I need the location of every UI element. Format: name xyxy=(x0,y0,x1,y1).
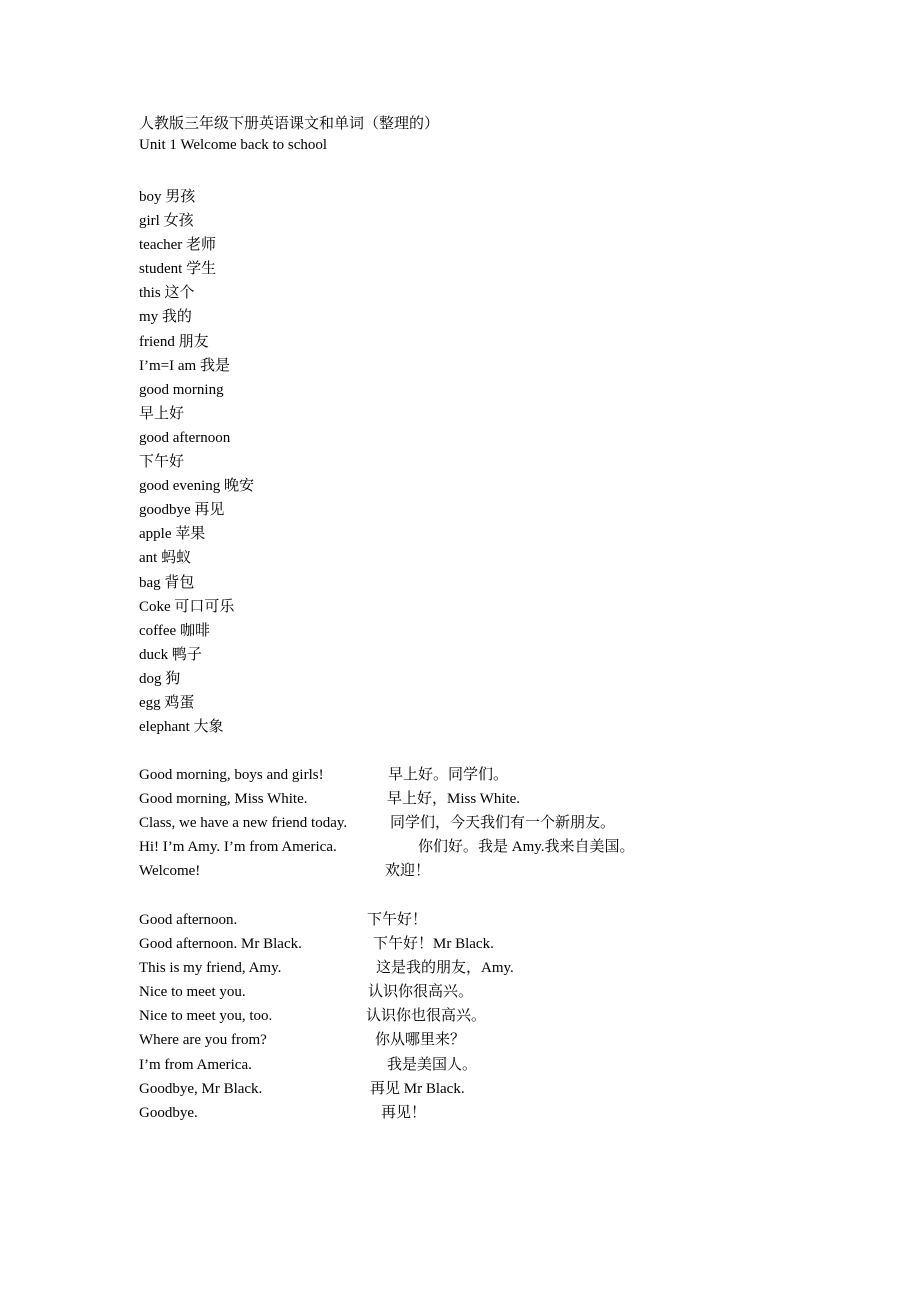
dialogue-english: Nice to meet you. xyxy=(139,984,246,1001)
vocab-item: student 学生 xyxy=(139,261,217,278)
vocab-item: bag 背包 xyxy=(139,574,195,591)
dialogue-english: Hi! I’m Amy. I’m from America. xyxy=(139,839,337,856)
vocab-item: coffee 咖啡 xyxy=(139,622,210,639)
dialogue-english: Goodbye. xyxy=(139,1104,198,1121)
vocab-item: good evening 晚安 xyxy=(139,478,254,495)
vocabulary-list xyxy=(139,185,254,739)
dialogue-english: This is my friend, Amy. xyxy=(139,960,282,977)
unit-title: Unit 1 Welcome back to school xyxy=(139,137,328,153)
dialogue-chinese: 同学们，今天我们有一个新朋友。 xyxy=(390,815,616,832)
dialogue-chinese: 下午好！Mr Black. xyxy=(373,936,494,953)
dialogue-chinese: 再见！ xyxy=(381,1104,427,1121)
dialogue-chinese: 再见 Mr Black. xyxy=(370,1080,465,1097)
vocab-item: Coke 可口可乐 xyxy=(139,598,235,615)
vocab-item: dog 狗 xyxy=(139,670,181,687)
dialogue-english: Where are you from? xyxy=(139,1032,267,1049)
vocab-item: egg 鸡蛋 xyxy=(139,694,195,711)
dialogue-chinese: 欢迎！ xyxy=(385,863,431,880)
vocab-item: duck 鸭子 xyxy=(139,646,202,663)
vocab-item: apple 苹果 xyxy=(139,526,206,543)
vocab-item: girl 女孩 xyxy=(139,213,194,230)
vocab-item: boy 男孩 xyxy=(139,189,196,205)
dialogue-chinese: 你们好。我是 Amy.我来自美国。 xyxy=(418,839,635,856)
dialogue-chinese: 认识你很高兴。 xyxy=(368,984,474,1001)
dialogue-english: Good afternoon. xyxy=(139,912,238,928)
vocab-item: teacher 老师 xyxy=(139,237,217,254)
vocab-item: ant 蚂蚁 xyxy=(139,550,192,567)
dialogue-english: I’m from America. xyxy=(139,1056,252,1073)
dialogue-english: Class, we have a new friend today. xyxy=(139,815,348,832)
dialogue-english: Welcome! xyxy=(139,863,201,880)
vocab-item: my 我的 xyxy=(139,309,192,326)
vocab-item: friend 朋友 xyxy=(139,333,209,350)
dialogue-english: Nice to meet you, too. xyxy=(139,1008,273,1025)
dialogue-chinese: 你从哪里来？ xyxy=(375,1032,466,1049)
dialogue-chinese: 我是美国人。 xyxy=(387,1056,478,1073)
dialogue-chinese: 这是我的朋友，Amy. xyxy=(376,960,514,977)
dialogue-chinese: 下午好！ xyxy=(367,912,428,928)
dialogue-chinese: 早上好，Miss White. xyxy=(387,791,521,808)
document-title: 人教版三年级下册英语课文和单词（整理的） xyxy=(139,116,440,132)
vocab-item: 早上好 xyxy=(139,405,185,422)
dialogue-english: Goodbye, Mr Black. xyxy=(139,1080,263,1097)
dialogue-english: Good afternoon. Mr Black. xyxy=(139,936,302,953)
dialogue-english: Good morning, Miss White. xyxy=(139,791,308,808)
vocab-item: I’m=I am 我是 xyxy=(139,357,230,374)
vocab-item: good afternoon xyxy=(139,429,231,446)
vocab-item: goodbye 再见 xyxy=(139,502,225,519)
dialogue-chinese: 早上好。同学们。 xyxy=(388,767,509,783)
vocab-item: elephant 大象 xyxy=(139,719,224,736)
dialogue-english: Good morning, boys and girls! xyxy=(139,767,324,783)
dialogue-chinese: 认识你也很高兴。 xyxy=(366,1008,487,1025)
vocab-item: good morning xyxy=(139,381,224,398)
vocab-item: 下午好 xyxy=(139,454,185,471)
vocab-item: this 这个 xyxy=(139,285,195,302)
